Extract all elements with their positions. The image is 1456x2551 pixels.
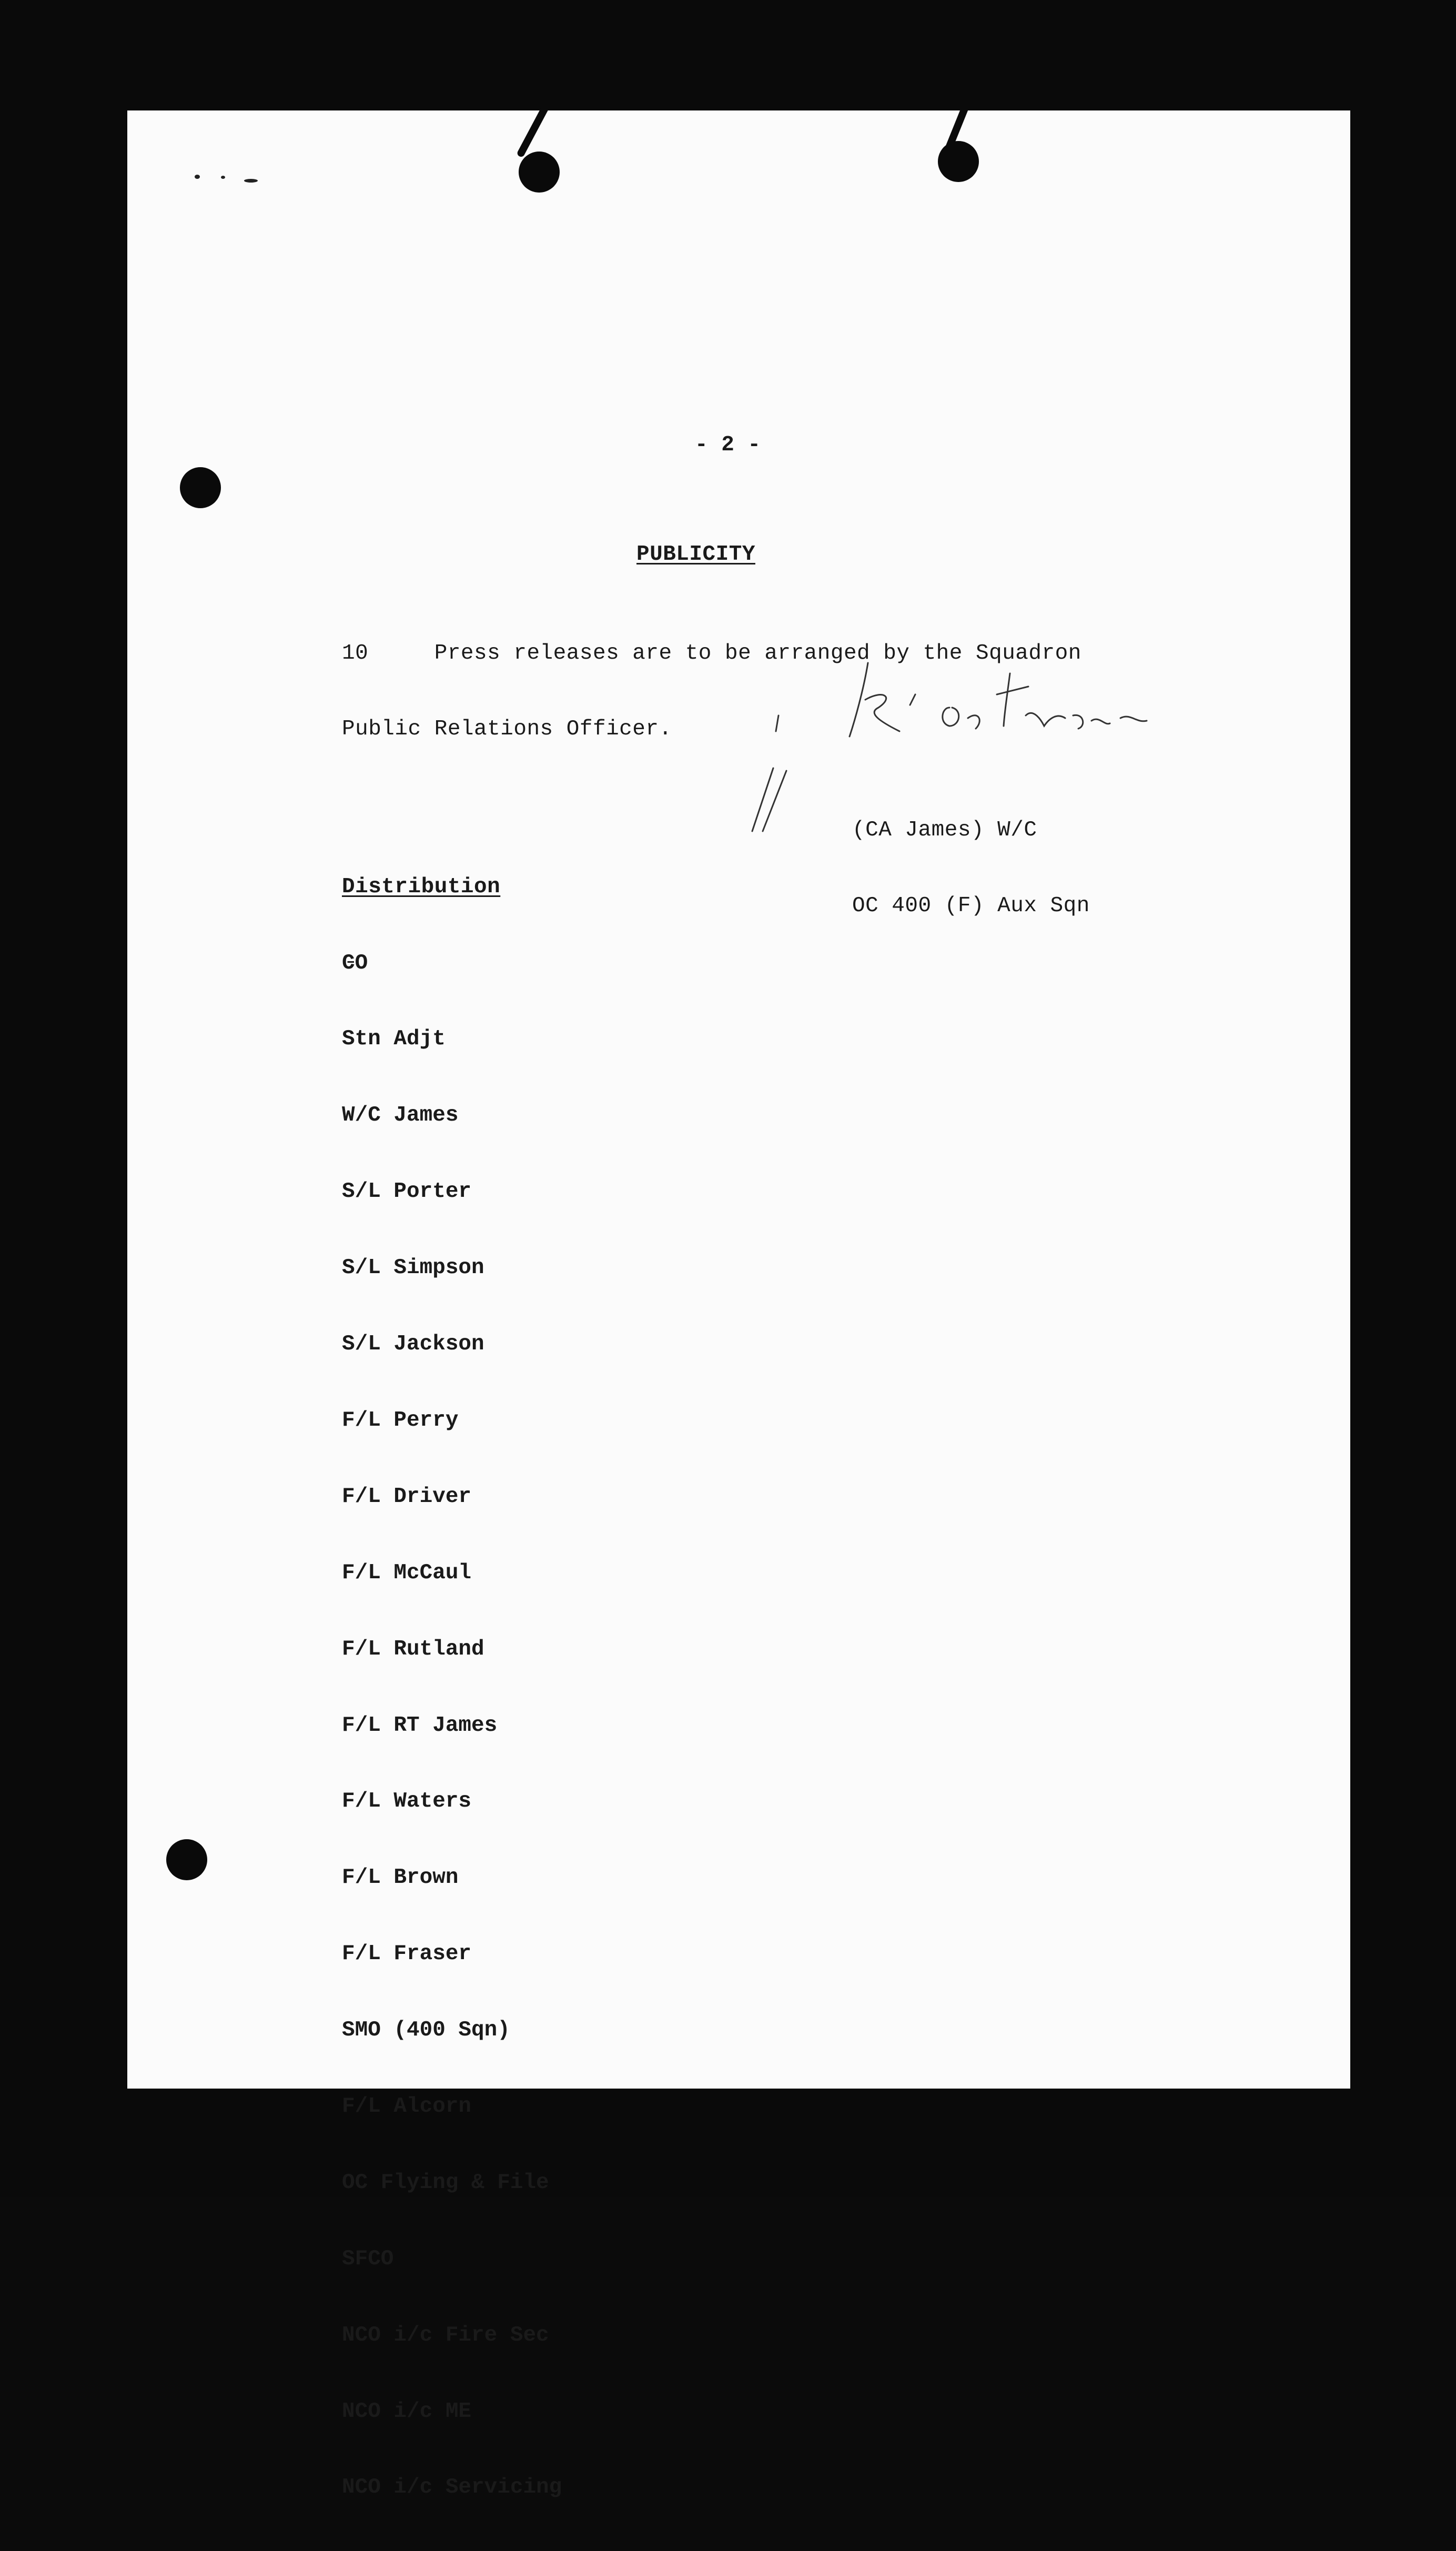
distribution-item: CO — [342, 951, 368, 975]
distribution-item: W/C James — [342, 1103, 459, 1128]
distribution-item: SMO (400 Sqn) — [342, 2018, 510, 2043]
distribution-item: F/L Perry — [342, 1408, 459, 1433]
distribution-item: F/L RT James — [342, 1713, 498, 1738]
distribution-item: F/L Waters — [342, 1789, 472, 1814]
distribution-item: F/L Rutland — [342, 1637, 484, 1661]
speck — [244, 179, 258, 183]
signatory-name: (CA James) W/C — [852, 818, 1037, 842]
distribution-item: S/L Porter — [342, 1179, 472, 1204]
distribution-item: NCO i/c Servicing — [342, 2475, 562, 2500]
distribution-item: NCO i/c Fire Sec — [342, 2323, 549, 2347]
document-page — [127, 110, 1350, 2500]
distribution-item: F/L Driver — [342, 1484, 472, 1509]
binder-hole-top-right — [938, 141, 979, 182]
paragraph-line-2: Public Relations Officer. — [342, 717, 672, 741]
speck — [221, 176, 225, 179]
binder-hole-left-lower — [166, 1839, 207, 1880]
distribution-item: F/L Brown — [342, 1866, 459, 1890]
distribution-item: F/L Alcorn — [342, 2094, 472, 2119]
page-number: - 2 - — [695, 433, 761, 457]
distribution-item: S/L Simpson — [342, 1256, 484, 1280]
distribution-item: OC Flying & File — [342, 2170, 549, 2195]
speck — [195, 175, 200, 179]
distribution-item: Stn Adjt — [342, 1027, 446, 1052]
binder-hole-left-upper — [180, 467, 221, 508]
binder-ring-top-left — [516, 104, 550, 158]
distribution-list — [342, 900, 562, 2551]
distribution-item: NCO i/c ME — [342, 2399, 472, 2424]
distribution-item: SFCO — [342, 2246, 394, 2271]
distribution-title: Distribution — [342, 875, 501, 899]
distribution-item: F/L McCaul — [342, 1560, 472, 1585]
distribution-item: F/L Fraser — [342, 1942, 472, 1967]
distribution-item: S/L Jackson — [342, 1332, 484, 1357]
binder-hole-top-left — [519, 152, 560, 193]
section-heading: PUBLICITY — [636, 542, 755, 567]
paragraph-line-1: 10 Press releases are to be arranged by the Squadron — [342, 641, 1081, 666]
signatory-title: OC 400 (F) Aux Sqn — [852, 894, 1090, 918]
signature-block — [852, 767, 1090, 969]
